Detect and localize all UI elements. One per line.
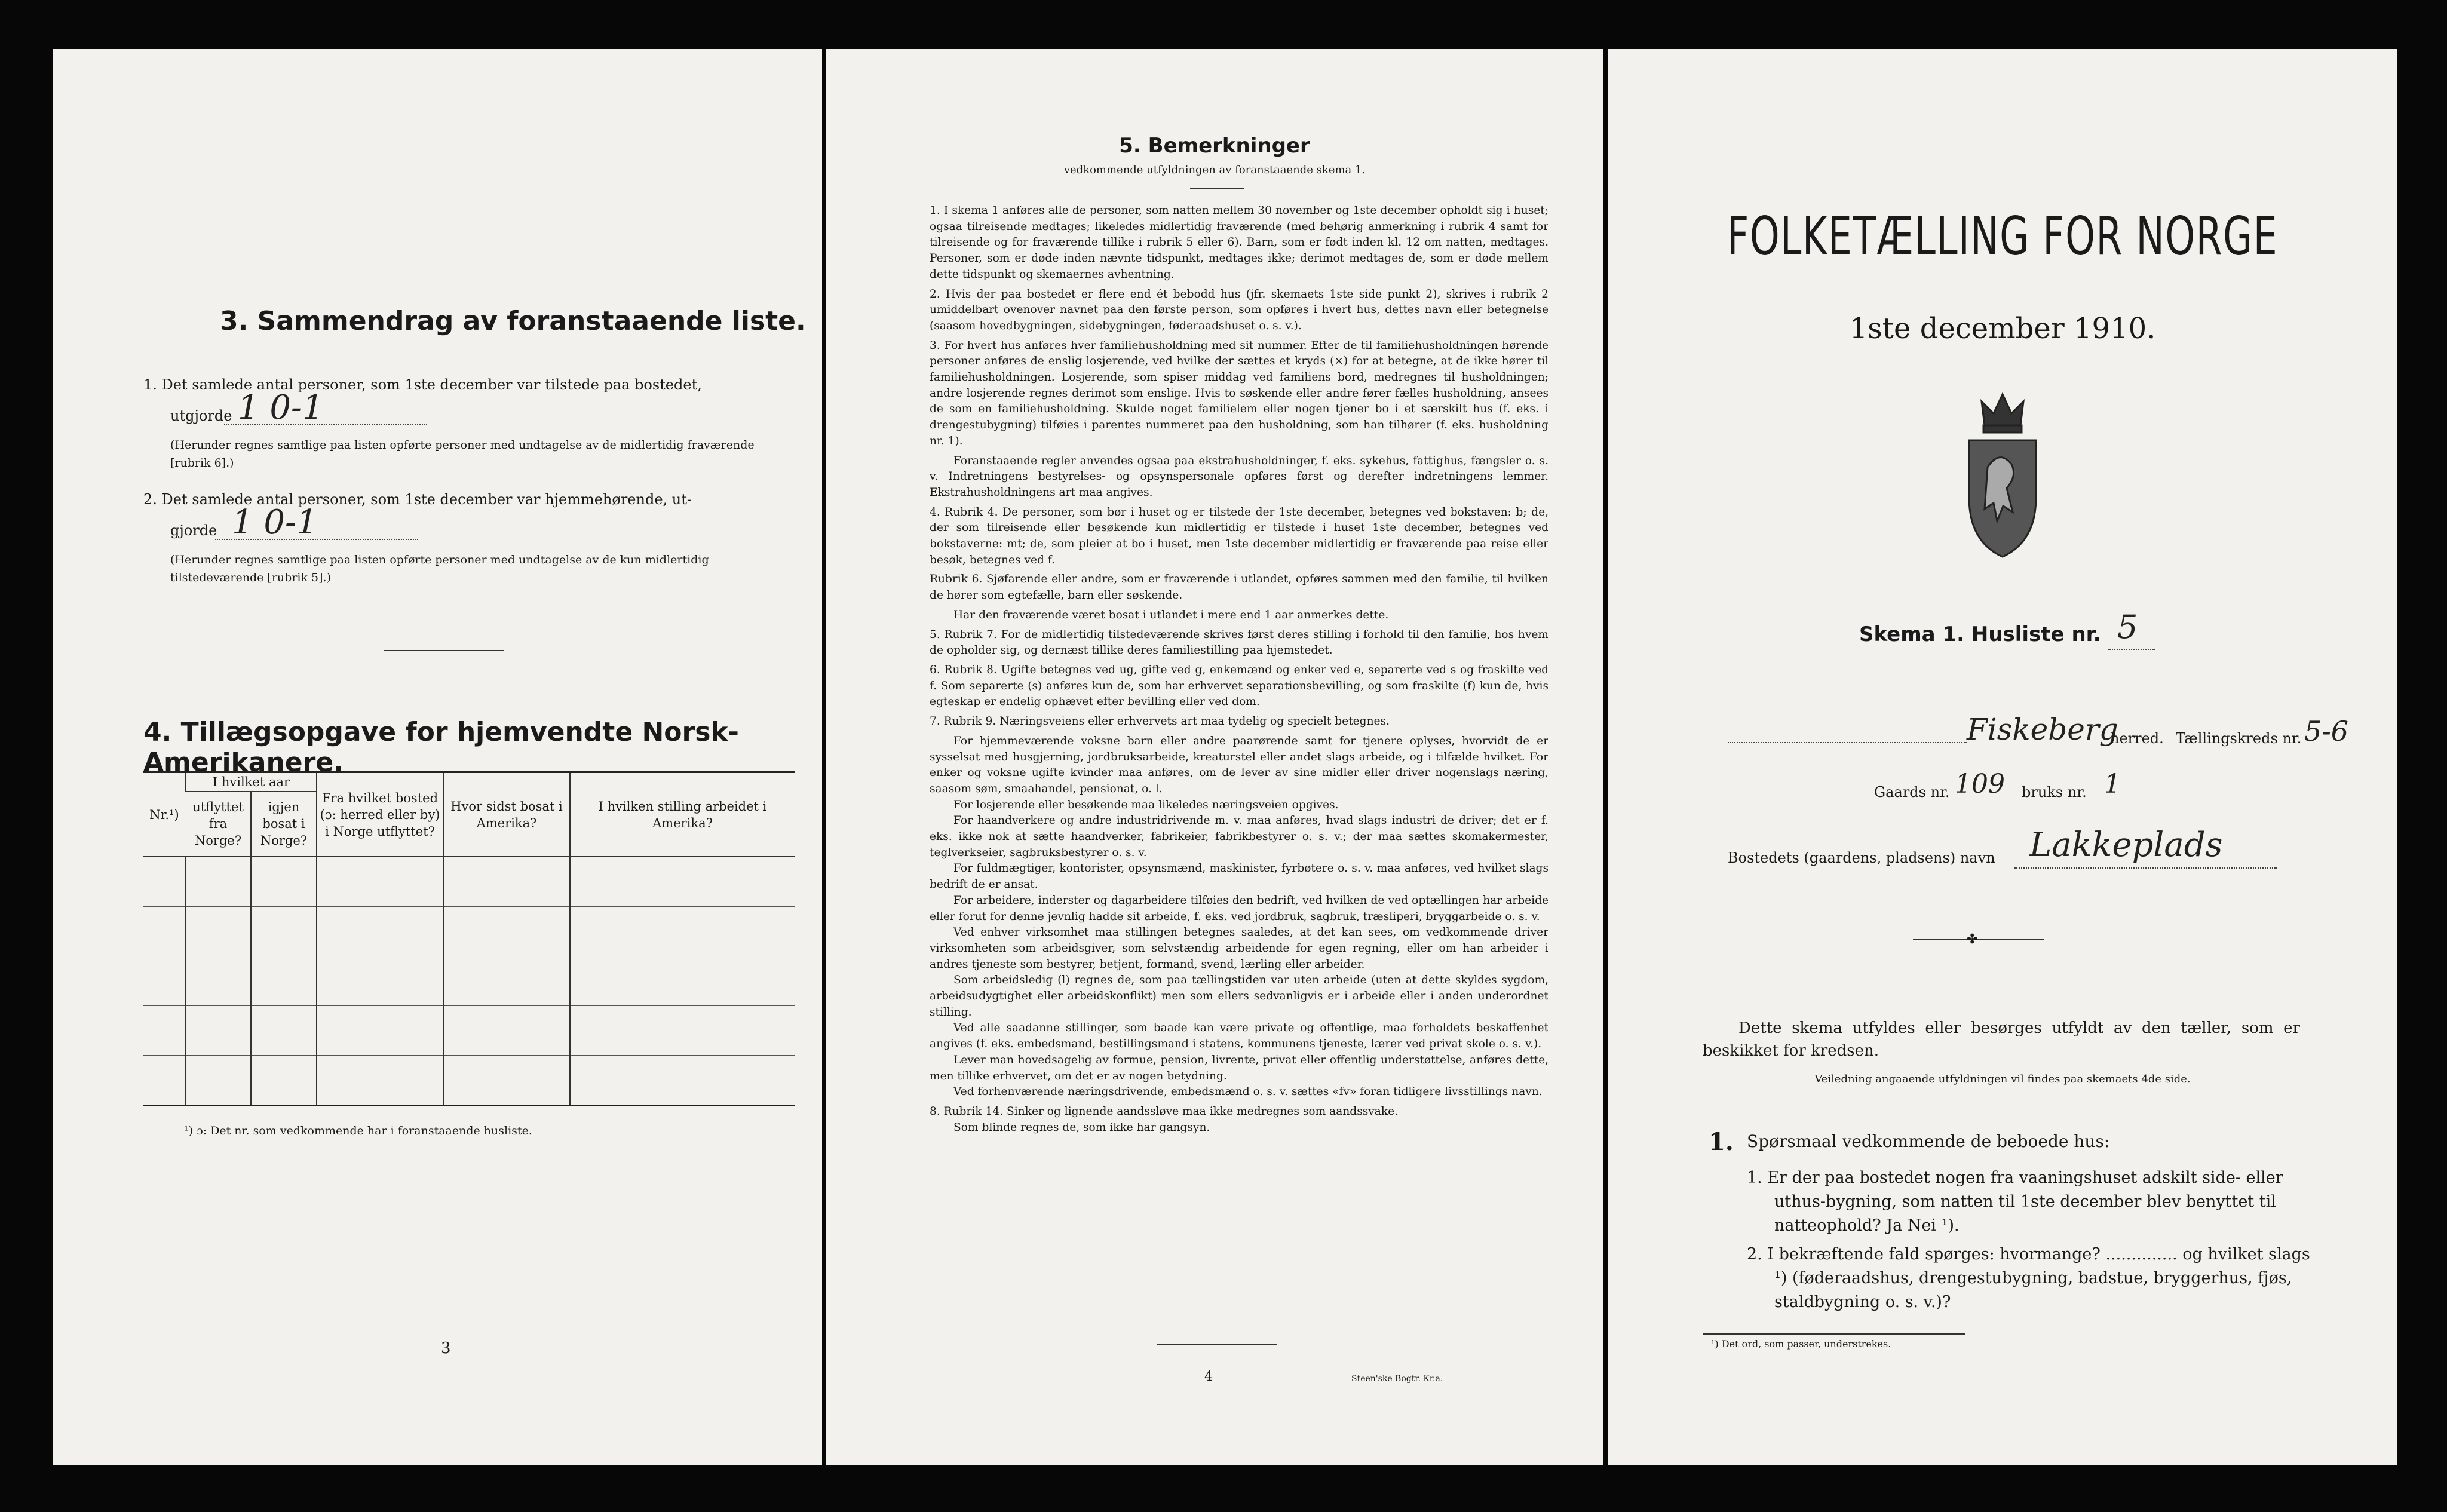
- right-page: [1608, 49, 2397, 1465]
- summary-note-2: (Herunder regnes samtlige paa listen opførte personer med undtagelse av de kun midlertidig tilstedeværende [rubrik 5].): [170, 553, 709, 584]
- separator-rule: [1913, 939, 2044, 940]
- table-row: [143, 907, 795, 956]
- question-1: 1. Er der paa bostedet nogen fra vaaningshuset adskilt side- eller uthus-bygning, som natten til 1ste december blev benyttet til natteophold? Ja Nei ¹).: [1747, 1168, 2283, 1235]
- remark-paragraph: Foranstaaende regler anvendes ogsaa paa ekstrahusholdninger, f. eks. sykehus, fattighus, fængsler o. s. v. Indretningens bestyrelses- og opsynspersonale opføres først og derefter indretningens lemmer. Ekstrahusholdningens art maa angives.: [930, 454, 1548, 499]
- remark-paragraph: For arbeidere, inderster og dagarbeidere tilføies den bedrift, ved hvilken de ved optællingen har arbeide eller forut for denne jevnlig hadde sit arbeide, f. eks. ved jordbruk, sagbruk, træsliperi, bryggarbeide o. s. v.: [930, 894, 1548, 923]
- footnote-rule: [1703, 1333, 1965, 1335]
- remarks-list: [909, 203, 1548, 1139]
- remarks-title: 5. Bemerkninger: [1119, 134, 1310, 158]
- gaards-handwritten: 109: [1955, 769, 2005, 799]
- gaards-label: Gaards nr.: [1874, 784, 1950, 801]
- utgjorde-label-1: utgjorde: [170, 407, 232, 424]
- col-header-nr: Nr.¹): [143, 773, 186, 857]
- table-row: [143, 956, 795, 1006]
- separator-rule: [1190, 188, 1244, 189]
- summary-item-1: 1. Det samlede antal personer, som 1ste december var tilstede paa bostedet,: [143, 376, 702, 393]
- bruks-handwritten: 1: [2104, 769, 2121, 799]
- dotted-line: [224, 424, 427, 425]
- herred-label: herred.: [2110, 730, 2164, 747]
- section4-title: 4. Tillægsopgave for hjemvendte Norsk-Amerikanere.: [143, 717, 739, 778]
- col-header-utflyttet: utflyttet fra Norge?: [186, 792, 251, 857]
- remark-paragraph: 8. Rubrik 14. Sinker og lignende aandssløve maa ikke medregnes som aandssvake.: [930, 1105, 1399, 1118]
- printer-credit: Steen'ske Bogtr. Kr.a.: [1351, 1374, 1443, 1384]
- guidance-note: Veiledning angaaende utfyldningen vil findes paa skemaets 4de side.: [1814, 1073, 2191, 1085]
- handwritten-count-1: 1 0-1: [238, 388, 324, 427]
- coat-of-arms-icon: [1961, 384, 2044, 563]
- col-group-header: I hvilket aar: [186, 773, 317, 792]
- remarks-subtitle: vedkommende utfyldningen av foranstaaende skema 1.: [1063, 164, 1366, 176]
- remark-paragraph: 7. Rubrik 9. Næringsveiens eller erhvervets art maa tydelig og specielt betegnes.: [930, 715, 1390, 728]
- dotted-line: [2108, 649, 2155, 650]
- separator-rule: [384, 650, 504, 651]
- remark-paragraph: 1. I skema 1 anføres alle de personer, som natten mellem 30 november og 1ste december opholdt sig i huset; ogsaa tilreisende medtages; likeledes midlertidig fraværende (med behørig anmerkning i rubrik 4 samt for tilreisende og for fraværende tillike i rubrik 5 eller 6). Barn, som er født inden kl. 12 om natten, medtages. Personer, som er døde inden nævnte tidspunkt, medtages ikke; derimot medtages de, som er døde mellem dette tidspunkt og skemaernes avhentning.: [930, 204, 1548, 281]
- table-footnote: ¹) ɔ: Det nr. som vedkommende har i foranstaaende husliste.: [184, 1124, 532, 1137]
- remark-paragraph: Lever man hovedsagelig av formue, pension, livrente, privat eller offentlig understøttelse, anføres dette, men tillike erhvervet, om det er av nogen betydning.: [930, 1053, 1548, 1082]
- census-title: FOLKETÆLLING FOR NORGE: [1727, 206, 2279, 267]
- summary-note-1: (Herunder regnes samtlige paa listen opførte personer med undtagelse av de midlertidig fraværende [rubrik 6].): [170, 438, 755, 470]
- left-page: [53, 49, 822, 1465]
- dotted-line: [215, 539, 418, 540]
- col-header-bosted: Fra hvilket bosted (ɔ: herred eller by) i Norge utflyttet?: [317, 773, 443, 857]
- table-row: [143, 857, 795, 907]
- utgjorde-label-2: gjorde: [170, 522, 217, 539]
- section3-title: 3. Sammendrag av foranstaaende liste.: [220, 306, 806, 336]
- summary-item-2: 2. Det samlede antal personer, som 1ste december var hjemmehørende, ut-: [143, 491, 692, 508]
- kreds-handwritten: 5-6: [2304, 715, 2349, 747]
- remark-paragraph: For hjemmeværende voksne barn eller andre paarørende samt for tjenere oplyses, hvorvidt de er sysselsat med husgjerning, jordbruksarbeide, kreaturstel eller andet slags arbeide, og i tilfælde hvilket. For enker og voksne ugifte kvinder maa anføres, om de lever av sine midler eller driver nogenslags næring, saasom søm, smaahandel, pensionat, o. l.: [930, 734, 1548, 795]
- bosted-handwritten: Lakkeplads: [2029, 826, 2223, 864]
- middle-page: [826, 49, 1603, 1465]
- page-number: 3: [441, 1339, 451, 1357]
- question-heading-number: 1.: [1709, 1128, 1734, 1156]
- table-row: [143, 1056, 795, 1106]
- kreds-label: Tællingskreds nr.: [2176, 730, 2302, 747]
- remark-paragraph: Som arbeidsledig (l) regnes de, som paa tællingstiden var uten arbeide (uten at dette skyldes sygdom, arbeidsudygtighet eller arbeidskonflikt) men som ellers sedvanligvis er i arbeide eller i anden underordnet stilling.: [930, 974, 1548, 1019]
- remark-paragraph: Rubrik 6. Sjøfarende eller andre, som er fraværende i utlandet, opføres sammen med den familie, til hvilken de hører som egtefælle, barn eller søskende.: [930, 573, 1548, 602]
- ornament-icon: ✤: [1967, 932, 1978, 947]
- remark-paragraph: 5. Rubrik 7. For de midlertidig tilstedeværende skrives først deres stilling i forhold til den familie, hos hvem de opholder sig, og dernæst tillike deres familiestilling paa hjemstedet.: [930, 628, 1548, 657]
- remark-paragraph: Ved enhver virksomhet maa stillingen betegnes saaledes, at det kan sees, om vedkommende driver virksomheten som arbeidsgiver, som selvstændig arbeidende for egen regning, eller om han arbeider i andres tjeneste som bestyrer, betjent, formand, svend, lærling eller arbeider.: [930, 926, 1548, 971]
- handwritten-count-2: 1 0-1: [232, 503, 318, 542]
- remark-paragraph: Ved forhenværende næringsdrivende, embedsmænd o. s. v. sættes «fv» foran tidligere livsstillings navn.: [953, 1085, 1543, 1099]
- remark-paragraph: For fuldmægtiger, kontorister, opsynsmænd, maskinister, fyrbøtere o. s. v. maa anføres, ved hvilket slags bedrift de er ansat.: [930, 862, 1548, 891]
- dotted-line: [1728, 742, 1967, 743]
- page-number: 4: [1204, 1369, 1213, 1384]
- remark-paragraph: Har den fraværende været bosat i utlandet i mere end 1 aar anmerkes dette.: [953, 608, 1389, 621]
- col-header-igjen: igjen bosat i Norge?: [251, 792, 317, 857]
- herred-handwritten: Fiskeberg: [1967, 712, 2118, 747]
- bruks-label: bruks nr.: [2022, 784, 2087, 801]
- remark-paragraph: Som blinde regnes de, som ikke har gangsyn.: [953, 1121, 1210, 1134]
- table-row: [143, 1006, 795, 1056]
- remark-paragraph: For losjerende eller besøkende maa likeledes næringsveien opgives.: [953, 798, 1339, 811]
- census-date: 1ste december 1910.: [1849, 312, 2156, 345]
- remark-paragraph: Ved alle saadanne stillinger, som baade kan være private og offentlige, maa forholdets beskaffenhet angives (f. eks. embedsmand, bestillingsmand i statens, kommunens tjeneste, lærer ved privat skole o. s. v.).: [930, 1022, 1548, 1051]
- remark-paragraph: 4. Rubrik 4. De personer, som bør i huset og er tilstede der 1ste december, betegnes ved bokstaven: b; de, der som tilreisende eller besøkende kun midlertidig er tilstede i huset 1ste december, betegnes ved bokstaverne: mt; de, som pleier at bo i huset, men 1ste december midlertidig er fraværende paa reise eller besøk, betegnes ved f.: [930, 505, 1548, 566]
- remark-paragraph: 3. For hvert hus anføres hver familiehusholdning med sit nummer. Efter de til familiehusholdningen hørende personer anføres de enslig losjerende, ved hvilke der sættes et kryds (×) for at betegne, at de ikke hører til familiehusholdningen. Losjerende, som spiser middag ved familiens bord, medregnes til husholdningen; andre losjerende regnes derimot som enslige. Hvis to søskende eller andre fører fælles husholdning, ansees de som en familiehusholdning. Skulde noget familielem eller nogen tjener bo i et særskilt hus (f. eks. i drengestubygning) tilføies i parentes nummeret paa den husholdning, som han tilhører (f. eks. husholdning nr. 1).: [930, 339, 1548, 447]
- separator-rule: [1157, 1344, 1277, 1345]
- fill-note: Dette skema utfyldes eller besørges utfyldt av den tæller, som er beskikket for kredsen.: [1703, 1019, 2300, 1060]
- remark-paragraph: 2. Hvis der paa bostedet er flere end ét bebodd hus (jfr. skemaets 1ste side punkt 2), skrives i rubrik 2 umiddelbart ovenover navnet paa den første person, som opføres i hvert hus, dettes navn eller betegnelse (saasom hovedbygningen, sidebygningen, føderaadshuset o. s. v.).: [930, 287, 1548, 332]
- remark-paragraph: For haandverkere og andre industridrivende m. v. maa anføres, hvad slags industri de driver; det er f. eks. ikke nok at sætte haandverker, fabrikeier, fabrikbestyrer o. s. v.; der maa sættes skomakermester, teglverkseier, sagbruksbestyrer o. s. v.: [930, 814, 1548, 859]
- question-heading: Spørsmaal vedkommende de beboede hus:: [1747, 1131, 2110, 1151]
- col-header-stilling: I hvilken stilling arbeidet i Amerika?: [570, 773, 795, 857]
- dotted-line: [2014, 867, 2277, 869]
- bosted-label: Bostedets (gaardens, pladsens) navn: [1728, 849, 1995, 866]
- schema-label: Skema 1. Husliste nr.: [1859, 622, 2101, 646]
- norsk-amerikanere-table: [143, 773, 795, 1106]
- right-footnote: ¹) Det ord, som passer, understrekes.: [1711, 1338, 1891, 1350]
- col-header-amerika: Hvor sidst bosat i Amerika?: [443, 773, 570, 857]
- husliste-number: 5: [2117, 608, 2138, 646]
- question-2: 2. I bekræftende fald spørges: hvormange? .............. og hvilket slags ¹) (føderaadshus, drengestubygning, badstue, bryggerhus, fjøs, staldbygning o. s. v.)?: [1747, 1245, 2310, 1311]
- remark-paragraph: 6. Rubrik 8. Ugifte betegnes ved ug, gifte ved g, enkemænd og enker ved e, separerte ved s og fraskilte ved f. Som separerte (s) anføres kun de, som har erhvervet separationsbevilling, og som fraskilte (f) kun de, hvis egteskap er endelig ophævet efter bevilling eller ved dom.: [930, 663, 1548, 709]
